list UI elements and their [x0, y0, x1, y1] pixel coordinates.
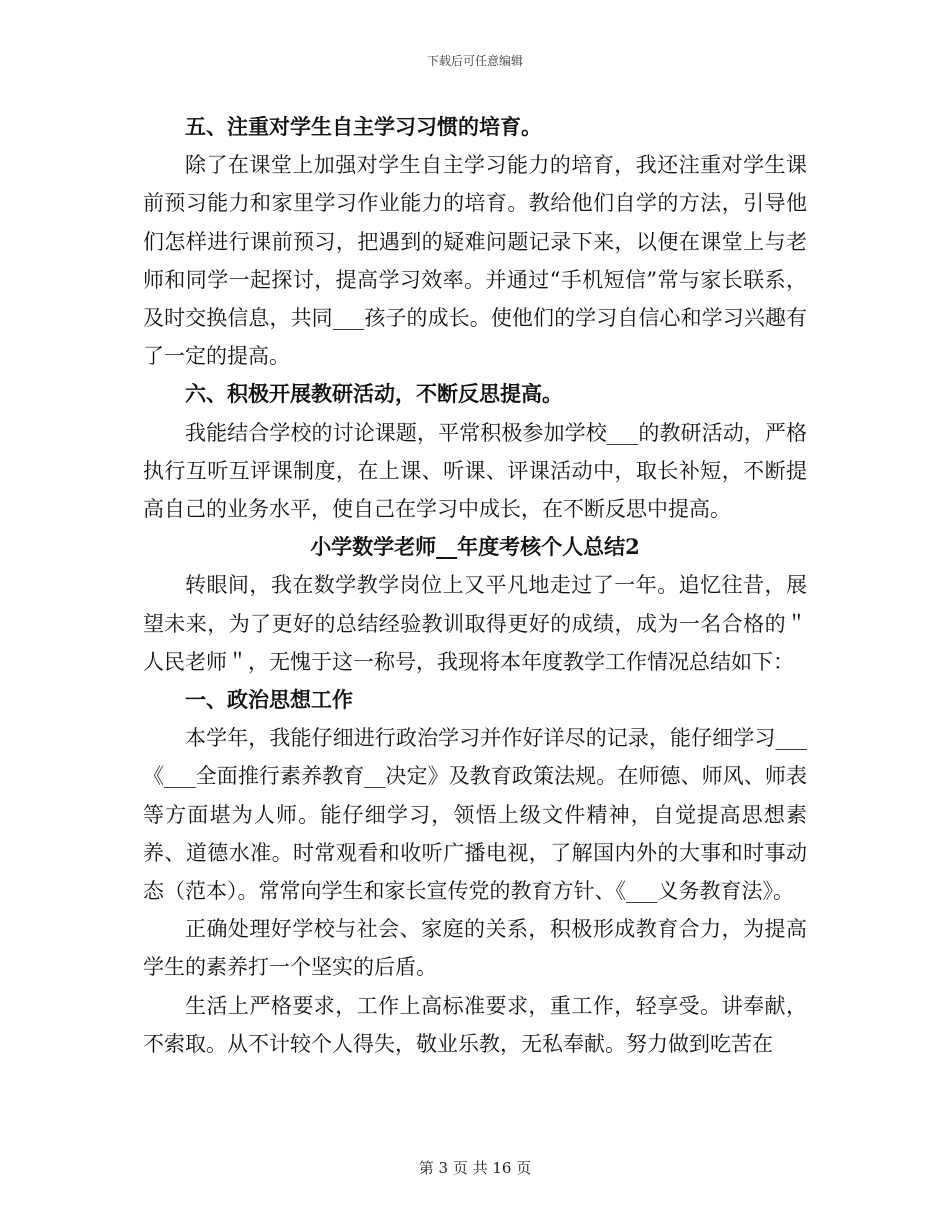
- paragraph: 正确处理好学校与社会、家庭的关系，积极形成教育合力，为提高学生的素养打一个坚实的后盾。: [143, 917, 807, 980]
- section-heading-1: 一、政治思想工作: [185, 687, 353, 713]
- document-title: 小学数学老师__年度考核个人总结2: [310, 534, 640, 560]
- paragraph: 本学年，我能仔细进行政治学习并作好详尽的记录，能仔细学习___《___全面推行素养教育__决定》及教育政策法规。在师德、师风、师表等方面堪为人师。能仔细学习，领悟上级文件精神，自觉提高思想素养、道德水准。时常观看和收听广播电视，了解国内外的大事和时事动态（范本）。常常向学生和家长宣传党的教育方针、《___义务教育法》。: [143, 726, 807, 904]
- document-body: [143, 108, 807, 1063]
- paragraph: 转眼间，我在数学教学岗位上又平凡地走过了一年。追忆往昔，展望未来，为了更好的总结经验教训取得更好的成绩，成为一名合格的＂人民老师＂，无愧于这一称号，我现将本年度教学工作情况总结如下：: [143, 573, 807, 674]
- page-header: 下载后可任意编辑: [426, 54, 523, 68]
- paragraph: 我能结合学校的讨论课题，平常积极参加学校___的教研活动，严格执行互听互评课制度，在上课、听课、评课活动中，取长补短，不断提高自己的业务水平，使自己在学习中成长，在不断反思中提高。: [143, 420, 807, 522]
- page-number: 第 3 页 共 16 页: [418, 1159, 532, 1177]
- section-heading-6: 六、积极开展教研活动，不断反思提高。: [185, 381, 563, 407]
- paragraph: 生活上严格要求，工作上高标准要求，重工作，轻享受。讲奉献，不索取。从不计较个人得失，敬业乐教，无私奉献。努力做到吃苦在: [143, 993, 807, 1056]
- paragraph: 除了在课堂上加强对学生自主学习能力的培育，我还注重对学生课前预习能力和家里学习作业能力的培育。教给他们自学的方法，引导他们怎样进行课前预习，把遇到的疑难问题记录下来，以便在课堂上与老师和同学一起探讨，提高学习效率。并通过“手机短信”常与家长联系，及时交换信息，共同___孩子的成长。使他们的学习自信心和学习兴趣有了一定的提高。: [143, 153, 807, 369]
- section-heading-5: 五、注重对学生自主学习习惯的培育。: [185, 114, 542, 139]
